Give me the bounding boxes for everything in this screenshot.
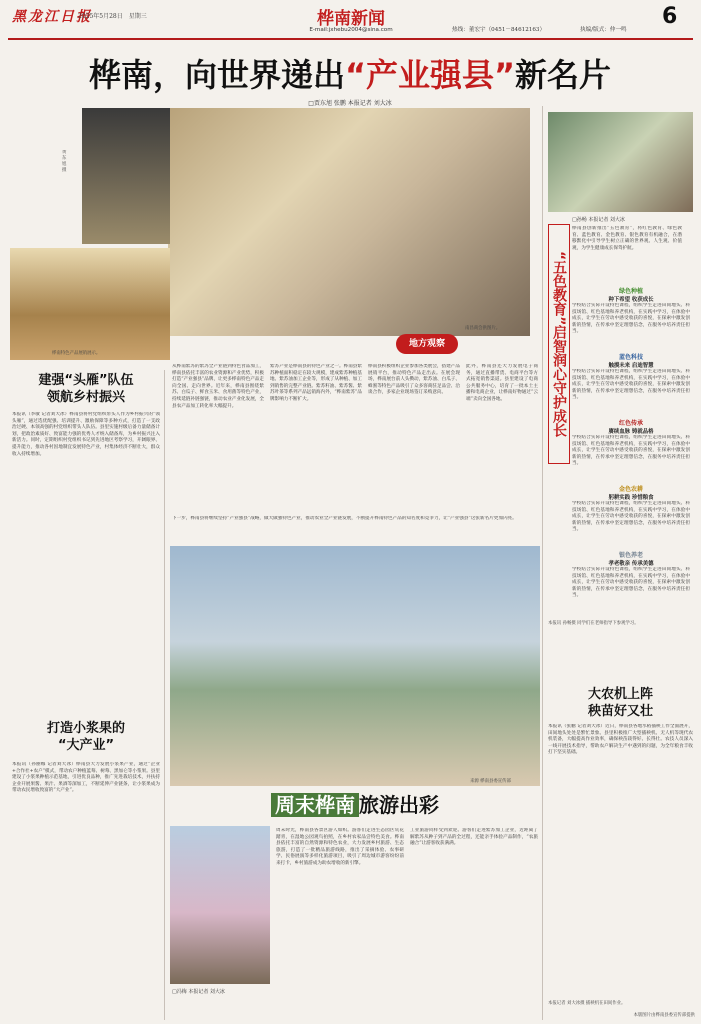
lead-headline-part1: 桦南，向世界递出	[88, 56, 345, 94]
lead-photo-caption-right: 南昌商会供图片。	[465, 326, 501, 331]
left-article-2-body: 本报讯（孙丽娜 记者刘大冰）桦南县大力发展小浆果产业，通过“企业+合作社+农户”模式，带动农户种植蓝莓、树莓、黑加仑等小浆果。县里建设了小浆果种植示范基地，引进优良品种，推广先进栽培技术，并扶持企业开展果酱、果汁、果酒等深加工，不断延伸产业链条，让小浆果成为带动农民增收致富的“大产业”。	[12, 762, 160, 794]
right-headline-2-line1: 大农机上阵	[587, 687, 653, 702]
right-intro: 桦南县创新推出“五色教育”，将红色教育、绿色教育、蓝色教育、金色教育、银色教育有机融合，在潜移默化中引导学生树立正确的世界观、人生观、价值观，为学生健康成长保驾护航。	[572, 226, 682, 251]
section-silver-title: 银色养老	[618, 552, 643, 559]
tourism-photo-main	[170, 546, 540, 786]
section-green-sub: 种下希望 收获成长	[608, 297, 654, 303]
left-headline-1-line1: 建强“头雁”队伍	[38, 373, 134, 388]
tourism-photo-caption: 来源 桦南县委宣传部	[470, 779, 511, 784]
date-line: 2025年5月28日 星期三	[78, 13, 147, 20]
tourism-headline-part2: 旅游出彩	[359, 793, 439, 817]
lead-body-col1: 从桦南紫苏的紫苏全产业链到特色食品加工，桦南县依托丰富的农业资源和产业优势，积极打造“产业强县”品牌，让更多桦南特色产品走向全国、走向世界。近年来，桦南县围绕紫苏、白瓜子、鲜食玉米、食用菌等特色产业，持续延链补链强链，推动农业产业化发展，全县农产品加工转化率大幅提升。	[172, 364, 264, 409]
right-article-2-body: 本报讯（张鹏 记者刘大冰）近日，桦南县各地水稻插秧工作全面展开，田间地头处处是繁忙景象。县里积极推广大型插秧机、无人机等现代农机装备，大幅提高作业效率，确保秧苗栽得好、长得壮。农技人员深入一线开展技术指导，帮助农户解决生产中遇到的问题，为全年粮食丰收打下坚实基础。	[548, 724, 693, 756]
page-number: 6	[662, 4, 678, 29]
tourism-body-col2: 工业旅游同样受到欢迎。游客们走进紫苏加工企业，近距离了解紫苏从种子到产品的全过程，还能亲手体验产品制作，“农旅融合”让游客收获满满。	[410, 828, 538, 847]
lead-byline: □贾东旭 张鹏 本报记者 刘大冰	[308, 100, 392, 107]
footer-note: 本版图片由桦南县委宣传部提供	[633, 1013, 695, 1018]
hotline: 热线：董宏宇（0451－84612163）	[452, 27, 546, 33]
section-green-text: 学校结合实际开设特色课程，组织学生走进田间地头、科技场馆、红色基地和养老机构，在实践中学习，在体验中成长，让学生在劳动中感受收获的喜悦，在探索中激发创新的热情，在传承中坚定理想信念，在服务中培养责任担当。	[572, 303, 690, 335]
lead-body-col5: 下一步，桦南县将继续坚持“产业强县”战略，做大做强特色产业，推动农业全产业链发展，不断提升桦南特色产品的知名度和竞争力，让“产业强县”这张新名片更加闪亮。	[172, 516, 517, 521]
region-watch-label: 地方观察	[408, 339, 445, 349]
five-color-vertical-title	[548, 224, 570, 464]
section-blue-sub: 触摸未来 启迪智慧	[608, 363, 654, 369]
tourism-byline: □冯梅 本报记者 刘大冰	[172, 989, 225, 995]
lead-photo-bottles	[82, 108, 170, 244]
right-byline: □孙畅 本报记者 刘大冰	[572, 217, 625, 223]
tourism-headline	[200, 792, 510, 818]
left-column-divider	[164, 370, 165, 1020]
lead-headline	[10, 56, 690, 94]
right-photo-students	[548, 112, 693, 212]
section-silver	[572, 550, 690, 614]
lead-photo-caption-left: 桦南特色产品展销展示。	[52, 351, 101, 356]
left-article-1-body: 本报讯（李敏 记者刘大冰）桦南县将村党组织带头人作为乡村振兴的“领头雁”，通过选优配强、培训提升、激励保障等多种方式，打造了一支政治过硬、本领高强的村党组织带头人队伍。县里实施村级后备力量储备计划，把政治素质好、致富能力强的优秀人才纳入储备库，为乡村振兴注入新活力。同时，定期组织村党组织书记到先进地区考察学习，开阔眼界、提升能力，推动各村因地制宜发展特色产业，村集体经济不断壮大，群众收入持续增加。	[12, 412, 160, 457]
right-headline-2	[548, 686, 693, 720]
lead-body-col2: 紫苏产业是桦南县的特色产业之一。桦南县紫苏种植面积稳定在较大规模，建成紫苏种植基地、紫苏油加工企业等，形成了从种植、加工到销售的完整产业链。紫苏籽油、紫苏酱、紫苏叶茶等系列产品远销海内外，“桦南紫苏”品牌影响力不断扩大。	[270, 364, 362, 402]
section-gold	[572, 484, 690, 548]
left-headline-2-line2: “大产业”	[57, 738, 115, 753]
right-caption: 本报讯 孙畅摄 同学们在老师指导下参观学习。	[548, 621, 639, 626]
five-color-sections	[572, 286, 690, 616]
paper-name: 黑龙江日报	[12, 9, 92, 25]
left-headline-2	[12, 720, 160, 754]
section-gold-title: 金色农耕	[618, 486, 643, 493]
section-gold-sub: 躬耕实践 珍惜粮食	[608, 495, 654, 501]
section-silver-text: 学校结合实际开设特色课程，组织学生走进田间地头、科技场馆、红色基地和养老机构，在实践中学习，在体验中成长，让学生在劳动中感受收获的喜悦，在探索中激发创新的热情，在传承中坚定理想信念，在服务中培养责任担当。	[572, 567, 690, 599]
section-red-text: 学校结合实际开设特色课程，组织学生走进田间地头、科技场馆、红色基地和养老机构，在实践中学习，在体验中成长，让学生在劳动中感受收获的喜悦，在探索中激发创新的热情，在传承中坚定理想信念，在服务中培养责任担当。	[572, 435, 690, 467]
region-watch-stamp	[396, 334, 458, 354]
section-title: 桦南新闻	[317, 9, 385, 29]
lead-headline-quote: “产业强县”	[344, 56, 516, 94]
section-email: E-mail:jxhebu2004@sina.com	[309, 27, 393, 33]
section-green	[572, 286, 690, 350]
masthead	[0, 0, 701, 44]
editor-line: 执编/版式：仲一鸣	[580, 27, 627, 33]
section-gold-text: 学校结合实际开设特色课程，组织学生走进田间地头、科技场馆、红色基地和养老机构，在实践中学习，在体验中成长，让学生在劳动中感受收获的喜悦，在探索中激发创新的热情，在传承中坚定理想信念，在服务中培养责任担当。	[572, 501, 690, 533]
lead-photo-vertical-caption: 黄东旭摄	[62, 150, 67, 173]
section-green-title: 绿色种植	[618, 288, 643, 295]
section-red	[572, 418, 690, 482]
left-headline-1-line2: 领航乡村振兴	[46, 390, 125, 405]
section-silver-sub: 孝老敬亲 传承美德	[608, 561, 654, 567]
tourism-headline-part1: 周末桦南	[271, 793, 359, 817]
left-headline-1	[12, 372, 160, 406]
section-red-sub: 赓续血脉 铸就品格	[608, 429, 654, 435]
section-blue-text: 学校结合实际开设特色课程，组织学生走进田间地头、科技场馆、红色基地和养老机构，在实践中学习，在体验中成长，让学生在劳动中感受收获的喜悦，在探索中激发创新的热情，在传承中坚定理想信念，在服务中培养责任担当。	[572, 369, 690, 401]
lead-photo-shelf	[10, 248, 170, 360]
tourism-body-col1: 周末时光，桦南县各景区游人如织。游客们走进生态园区赏花踏青，在湿地公园观鸟拍照，在乡村农家品尝特色美食。桦南县依托丰富的自然资源和特色农业，大力发展乡村旅游、生态旅游，打造了一批精品旅游线路，推出了采摘体验、农事研学、民俗展演等多样化旅游项目，吸引了周边城市游客纷纷前来打卡，乡村旅游成为助农增收的新引擎。	[276, 828, 404, 866]
lead-headline-part2: 新名片	[515, 56, 612, 94]
lead-photo-main	[168, 108, 530, 336]
tourism-photo-small	[170, 826, 270, 984]
section-blue-title: 蓝色科技	[618, 354, 643, 361]
right-column-divider	[542, 106, 543, 1020]
right-headline-2-line2: 秧苗好又壮	[587, 704, 653, 719]
section-blue	[572, 352, 690, 416]
right-caption-2: 本报记者 刘大冰摄 插秧机在田间作业。	[548, 1001, 626, 1006]
lead-body-col3: 桦南县积极组织企业参加各类展会，搭建产品展销平台，推动特色产品走出去。在展会现场，桦南展台前人头攒动，紫苏油、白瓜子、蜂蜜等特色产品吸引了众多客商驻足品尝、洽谈合作，多家企业现场签订采购意向。	[368, 364, 460, 396]
section-red-title: 红色传承	[618, 420, 643, 427]
five-color-vertical-title-text: “五色教育”启智润心守护成长	[551, 250, 567, 438]
lead-body-col4: 此外，桦南县还大力发展电子商务，通过直播带货、电商平台等方式拓宽销售渠道。县里建设了电商公共服务中心，培育了一批本土主播和电商企业，让桦南好物通过“云端”卖向全国各地。	[466, 364, 538, 402]
masthead-rule	[8, 38, 693, 40]
left-headline-2-line1: 打造小浆果的	[46, 721, 125, 736]
